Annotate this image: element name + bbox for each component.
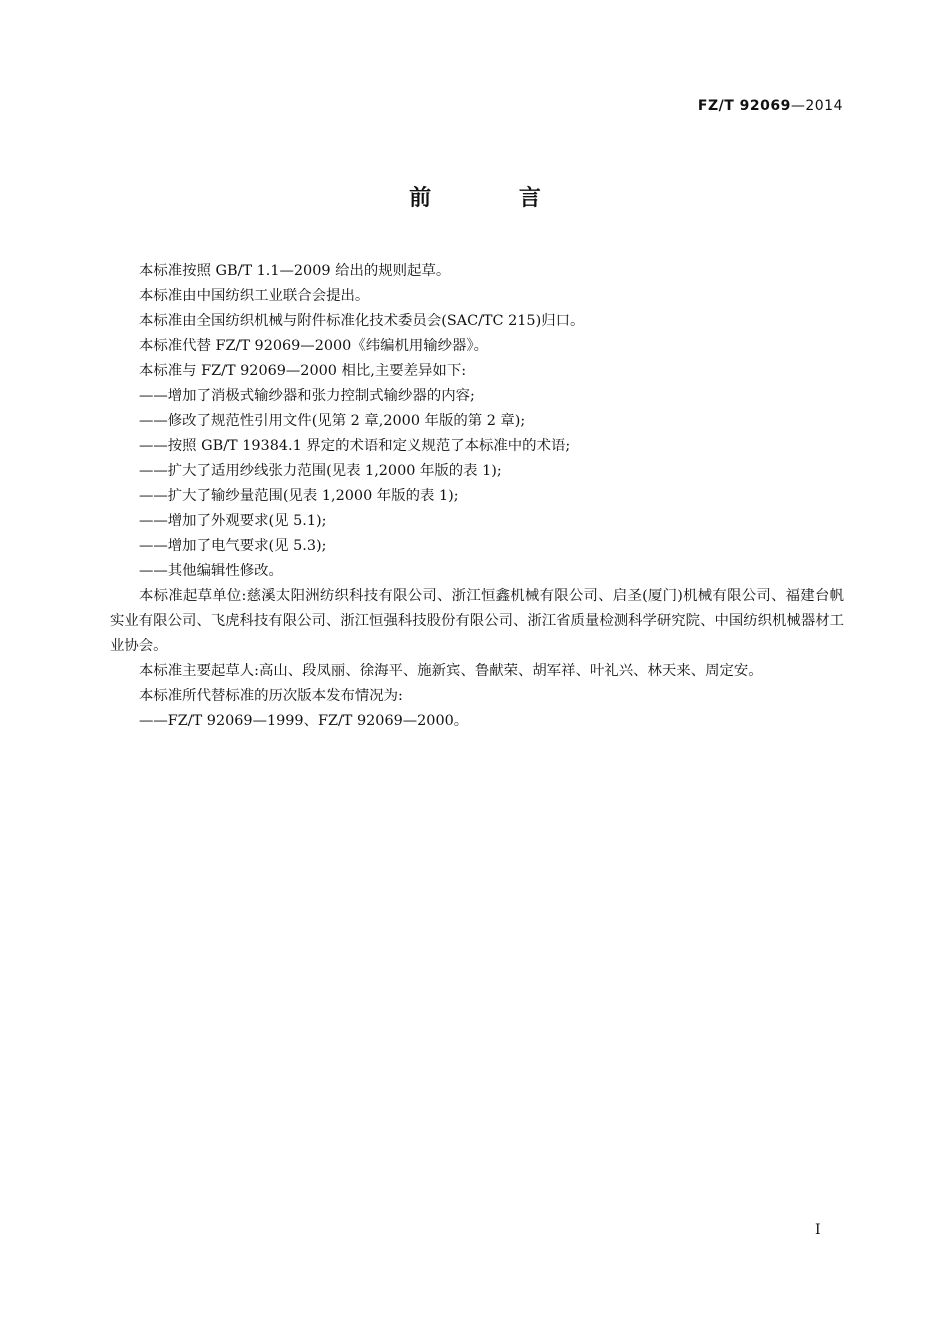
- page-title: 前 言: [409, 186, 581, 211]
- list-item-difference-2: ——修改了规范性引用文件(见第 2 章,2000 年版的第 2 章);: [139, 413, 526, 429]
- paragraph-proposer: 本标准由中国纺织工业联合会提出。: [139, 288, 370, 304]
- list-item-difference-1: ——增加了消极式输纱器和张力控制式输纱器的内容;: [139, 388, 475, 404]
- paragraph-committee: 本标准由全国纺织机械与附件标准化技术委员会(SAC/TC 215)归口。: [139, 313, 585, 329]
- foreword-body: [110, 259, 844, 734]
- list-item-difference-5: ——扩大了输纱量范围(见表 1,2000 年版的表 1);: [139, 488, 459, 504]
- paragraph-drafting-units: 本标准起草单位:慈溪太阳洲纺织科技有限公司、浙江恒鑫机械有限公司、启圣(厦门)机械有限公司、福建台帆实业有限公司、飞虎科技有限公司、浙江恒强科技股份有限公司、浙江省质量检测科学研究院、中国纺织机械器材工业协会。: [110, 588, 844, 654]
- paragraph-replaces: 本标准代替 FZ/T 92069—2000《纬编机用输纱器》。: [139, 338, 489, 354]
- standard-code-number: FZ/T 92069: [697, 98, 791, 114]
- list-item-difference-7: ——增加了电气要求(见 5.3);: [139, 538, 327, 554]
- list-item-history: ——FZ/T 92069—1999、FZ/T 92069—2000。: [139, 713, 469, 729]
- list-item-difference-6: ——增加了外观要求(见 5.1);: [139, 513, 327, 529]
- standard-code-year: —2014: [790, 98, 843, 114]
- list-item-difference-4: ——扩大了适用纱线张力范围(见表 1,2000 年版的表 1);: [139, 463, 502, 479]
- page-number: I: [815, 1222, 821, 1238]
- paragraph-differences-intro: 本标准与 FZ/T 92069—2000 相比,主要差异如下:: [139, 363, 467, 379]
- paragraph-drafting-rules: 本标准按照 GB/T 1.1—2009 给出的规则起草。: [139, 263, 451, 279]
- paragraph-drafters: 本标准主要起草人:高山、段凤丽、徐海平、施新宾、鲁献荣、胡军祥、叶礼兴、林天来、周定安。: [139, 663, 763, 679]
- paragraph-history-intro: 本标准所代替标准的历次版本发布情况为:: [139, 688, 403, 704]
- list-item-difference-8: ——其他编辑性修改。: [139, 563, 283, 579]
- list-item-difference-3: ——按照 GB/T 19384.1 界定的术语和定义规范了本标准中的术语;: [139, 438, 571, 454]
- standard-code: [698, 98, 843, 114]
